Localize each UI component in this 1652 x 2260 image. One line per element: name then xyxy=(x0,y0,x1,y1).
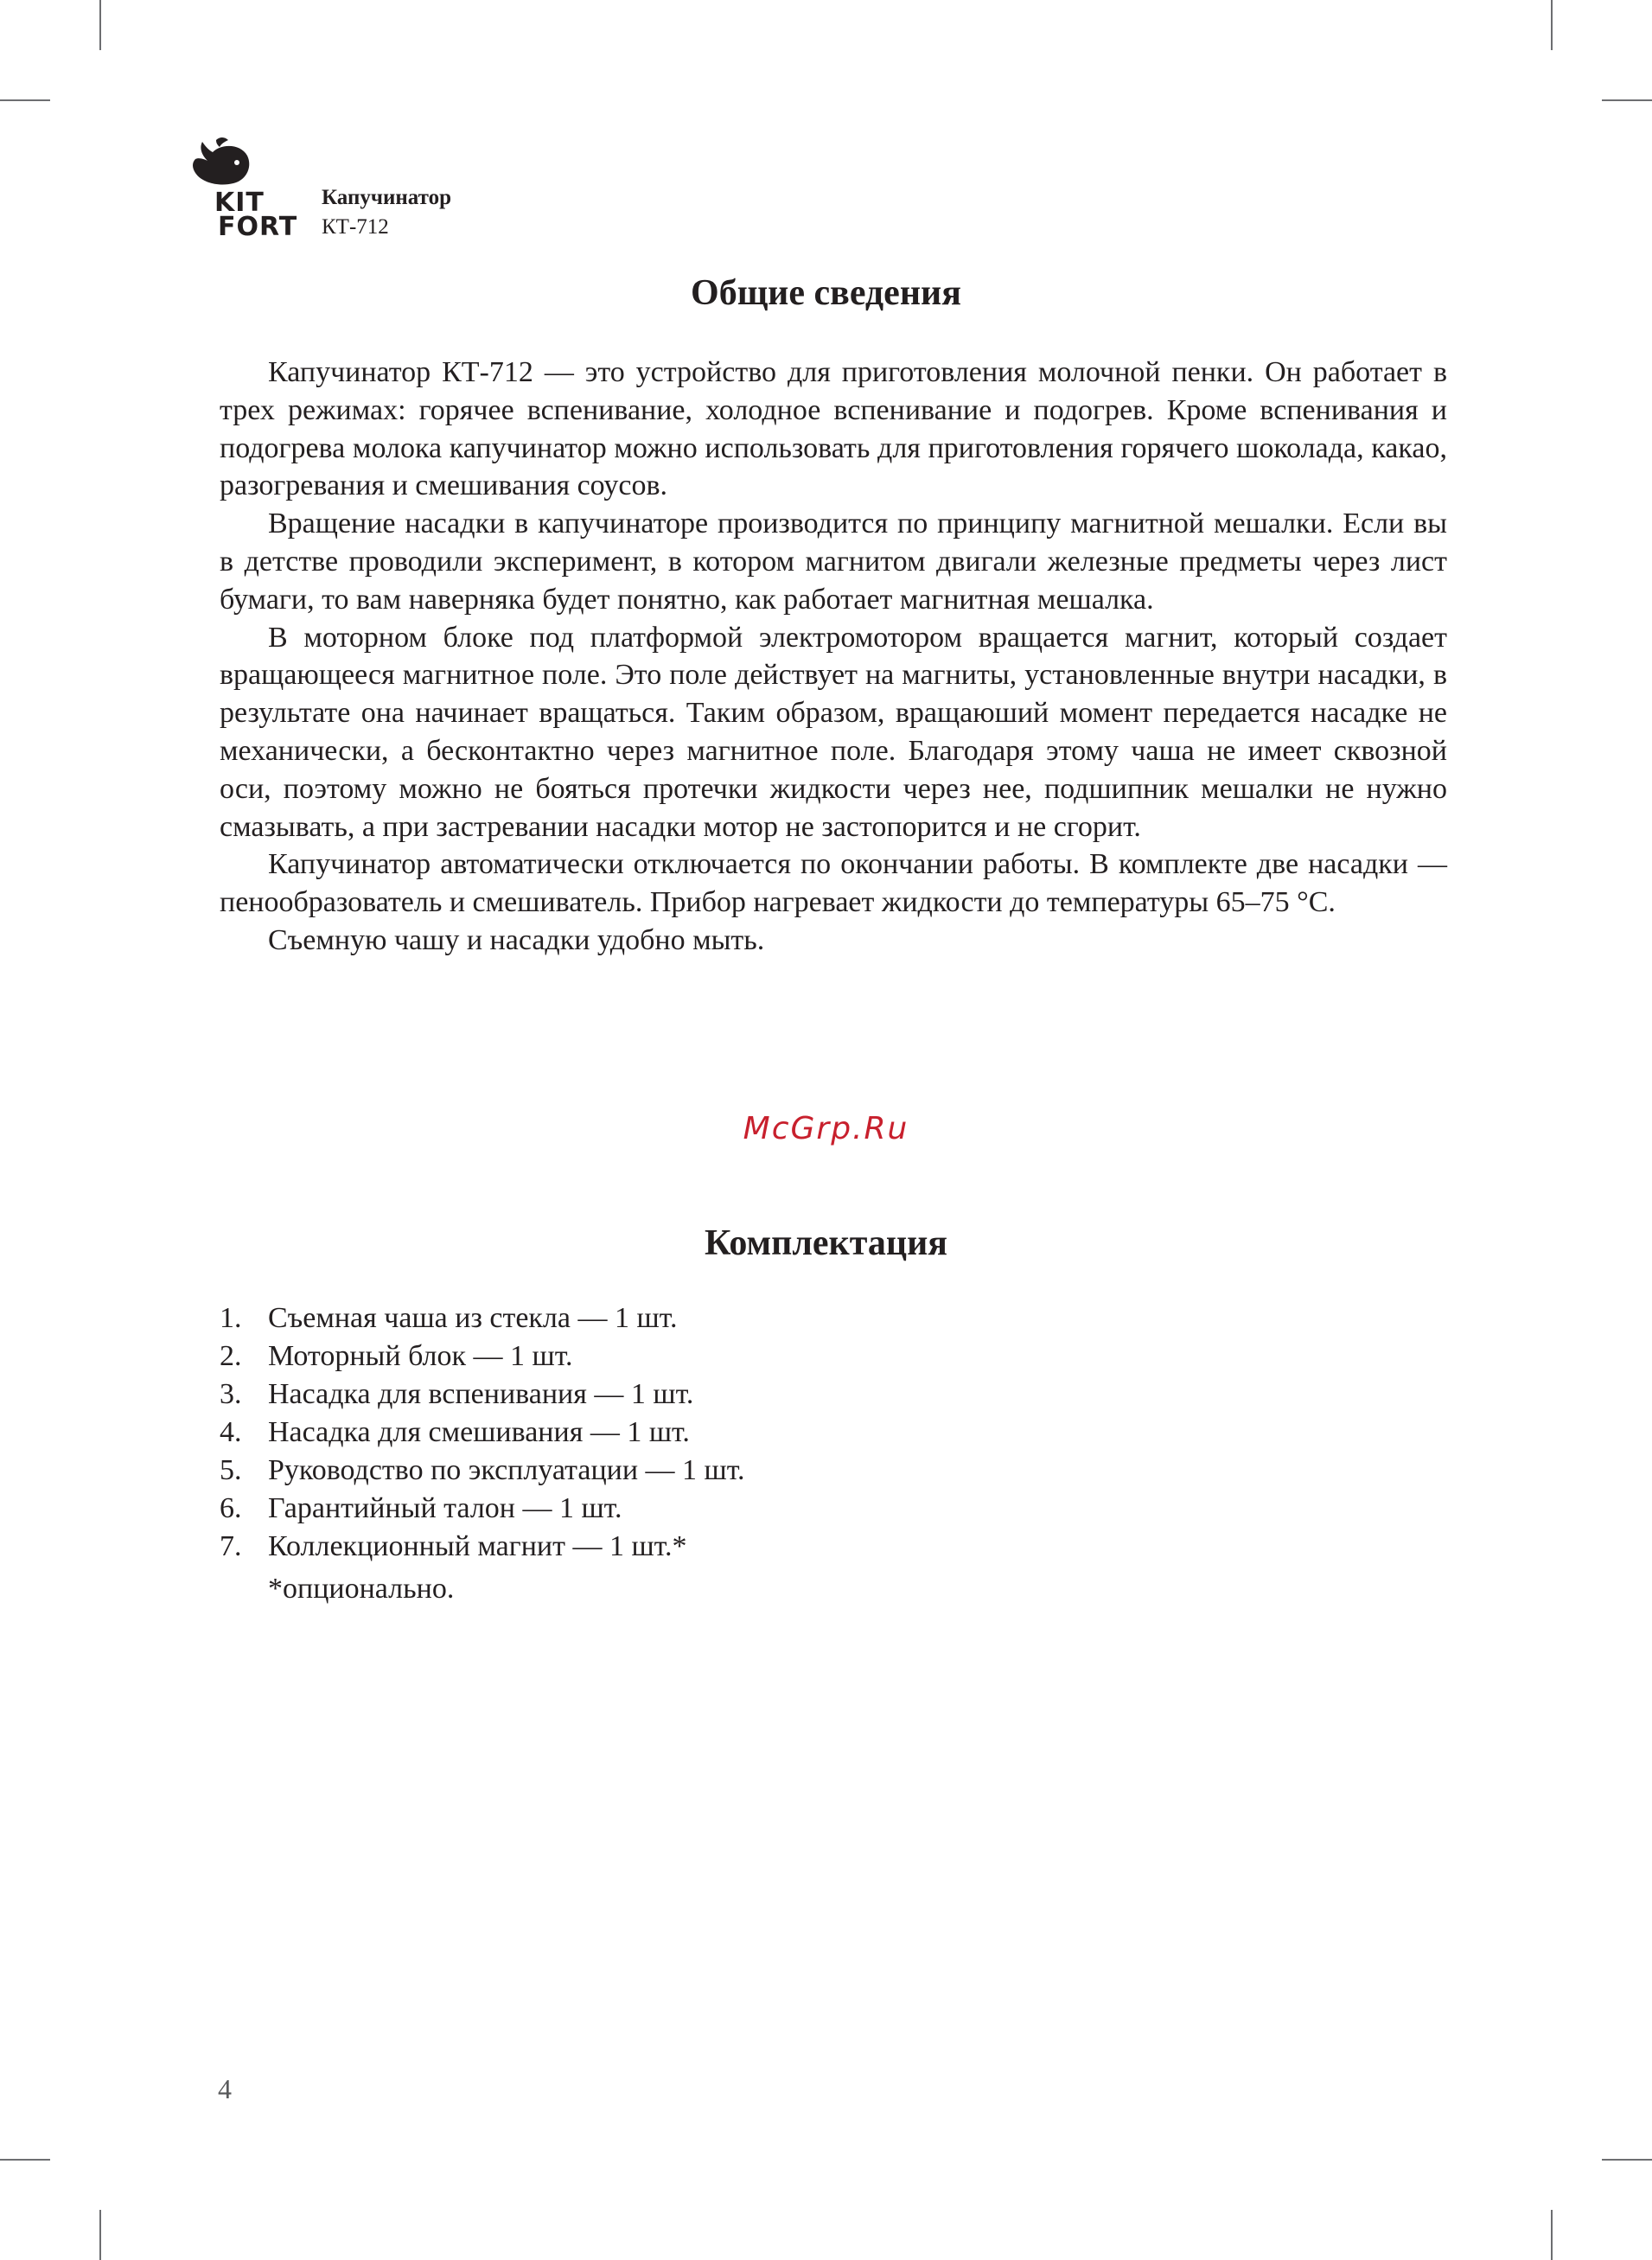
list-item xyxy=(220,1452,745,1490)
list-text: Коллекционный магнит — 1 шт.* xyxy=(268,1530,687,1562)
section-heading-general: Общие сведения xyxy=(691,273,961,313)
section-heading-kit: Комплектация xyxy=(704,1223,948,1263)
paragraph: В моторном блоке под платформой электромотором вращается магнит, который создает вращающееся магнитное поле. Это поле действует на магниты, установленные внутри насадки, в результате она начинает вращаться. Таким образом, вращаюший момент передается насадке не механически, а бесконтактно через магнитное поле. Благодаря этому чаша не имеет сквозной оси, поэтому можно не бояться протечки жидкости через нее, подшипник мешалки не нужно смазывать, а при застревании насадки мотор не застопорится и не сгорит. xyxy=(220,621,1447,843)
list-text: Моторный блок — 1 шт. xyxy=(268,1340,573,1372)
brand-logo xyxy=(188,137,301,242)
footnote: *опционально. xyxy=(268,1573,455,1605)
crop-mark xyxy=(0,99,50,101)
kit-list xyxy=(220,1299,745,1566)
list-number: 4. xyxy=(220,1416,242,1448)
paragraph: Капучинатор автоматически отключается по окончании работы. В комплекте две насадки — пенообразователь и смешиватель. Прибор нагревает жидкости до температуры 65–75 °С. xyxy=(220,848,1447,919)
paragraph: Съемную чашу и насадки удобно мыть. xyxy=(268,923,765,956)
list-text: Гарантийный талон — 1 шт. xyxy=(268,1492,622,1524)
crop-mark xyxy=(1551,2210,1553,2260)
crop-mark xyxy=(99,2210,101,2260)
brand-name-line1: KIT xyxy=(214,188,265,218)
list-text: Насадка для смешивания — 1 шт. xyxy=(268,1416,690,1448)
list-number: 2. xyxy=(220,1340,242,1372)
crop-mark xyxy=(1602,99,1652,101)
list-text: Насадка для вспенивания — 1 шт. xyxy=(268,1378,694,1410)
crop-mark xyxy=(1551,0,1553,50)
list-item xyxy=(220,1414,745,1452)
list-text: Съемная чаша из стекла — 1 шт. xyxy=(268,1302,678,1334)
list-number: 7. xyxy=(220,1530,242,1562)
watermark-link[interactable]: McGrp.Ru xyxy=(743,1111,909,1146)
list-number: 6. xyxy=(220,1492,242,1524)
list-number: 5. xyxy=(220,1454,242,1486)
product-model: КТ-712 xyxy=(322,215,389,239)
product-title: Капучинатор xyxy=(322,186,451,209)
list-number: 3. xyxy=(220,1378,242,1410)
brand-name-line2: FORT xyxy=(218,212,298,242)
list-text: Руководство по эксплуатации — 1 шт. xyxy=(268,1454,745,1486)
list-item xyxy=(220,1490,745,1528)
list-item xyxy=(220,1376,745,1414)
crop-mark xyxy=(99,0,101,50)
whale-logo-icon xyxy=(190,137,252,187)
general-body xyxy=(220,354,1447,960)
list-item xyxy=(220,1528,745,1566)
crop-mark xyxy=(0,2159,50,2161)
list-item xyxy=(220,1337,745,1376)
paragraph: Капучинатор КТ-712 — это устройство для приготовления молочной пенки. Он работает в трех режимах: горячее вспенивание, холодное вспенивание и подогрев. Кроме вспенивания и подогрева молока капучинатор можно использовать для приготовления горячего шоколада, какао, разогревания и смешивания соусов. xyxy=(220,356,1447,502)
crop-mark xyxy=(1602,2159,1652,2161)
page-number: 4 xyxy=(218,2073,232,2104)
list-number: 1. xyxy=(220,1302,242,1334)
list-item xyxy=(220,1299,745,1337)
paragraph: Вращение насадки в капучинаторе производится по принципу магнитной мешалки. Если вы в детстве проводили эксперимент, в котором магнитом двигали железные предметы через лист бумаги, то вам наверняка будет понятно, как работает магнитная мешалка. xyxy=(220,508,1447,616)
